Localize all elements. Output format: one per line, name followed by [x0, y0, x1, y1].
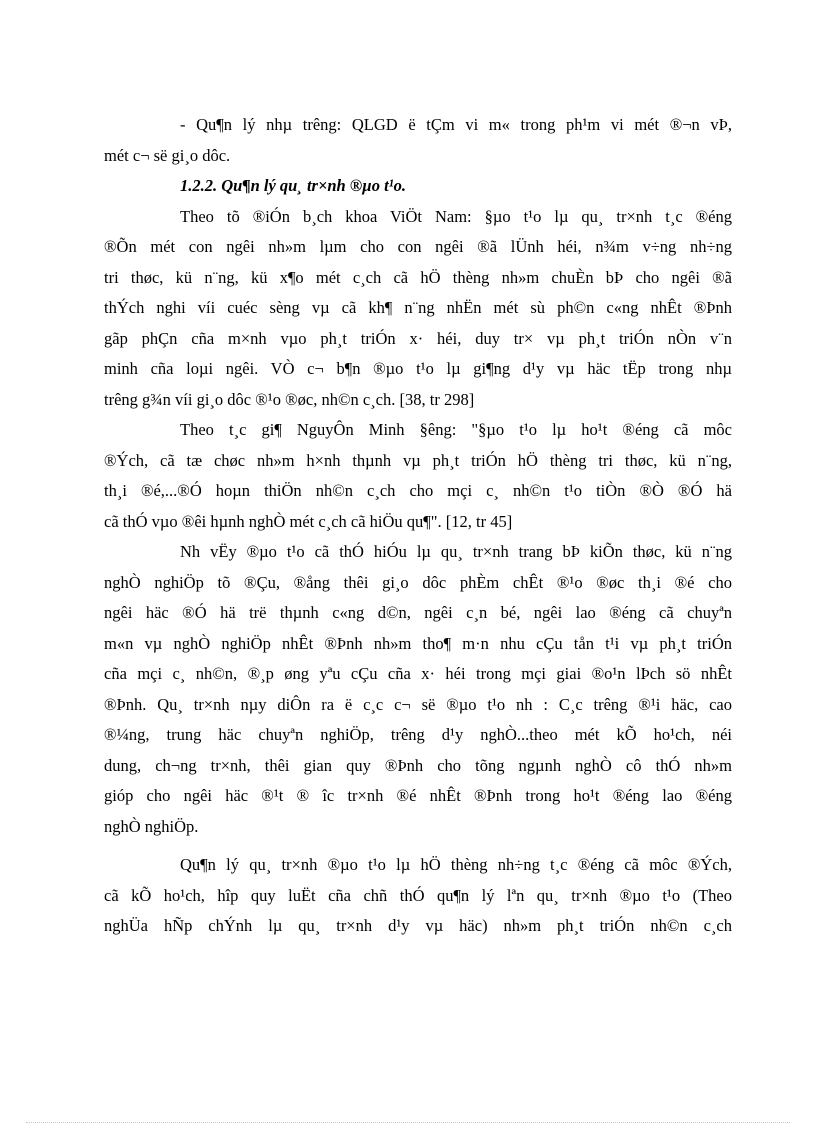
paragraph-4-line-7: ®¼ng, trung häc chuyªn nghiÖp, trêng d¹y nghÒ...theo mét kÕ ho¹ch, néi	[104, 725, 732, 744]
paragraph-2-line-6: minh cña loµi ngêi. VÒ c¬ b¶n ®µo t¹o lµ gi¶ng d¹y vµ häc tËp trong nhµ	[104, 359, 732, 378]
paragraph-4-line-4: m«n vµ nghÒ nghiÖp nhÊt ®Þnh nh»m tho¶ m·n nhu cÇu tån t¹i vµ ph¸t triÓn	[104, 633, 732, 653]
paragraph-4-line-10: nghÒ nghiÖp.	[104, 816, 199, 836]
paragraph-5-line-2: cã kÕ ho¹ch, hîp quy luËt cña chñ thÓ qu¶n lý lªn qu¸ tr×nh ®µo t¹o (Theo	[104, 885, 732, 905]
paragraph-5-line-1: Qu¶n lý qu¸ tr×nh ®µo t¹o lµ hÖ thèng nh÷ng t¸c ®éng cã môc ®Ých,	[180, 855, 732, 874]
paragraph-1-line-1: - Qu¶n lý nhµ trêng: QLGD ë tÇm vi m« trong ph¹m vi mét ®¬n vÞ,	[180, 115, 732, 134]
paragraph-4-line-1: Nh vËy ®µo t¹o cã thÓ hiÓu lµ qu¸ tr×nh trang bÞ kiÕn thøc, kü n¨ng	[180, 542, 732, 561]
paragraph-2-line-1: Theo tõ ®iÓn b¸ch khoa ViÖt Nam: §µo t¹o lµ qu¸ tr×nh t¸c ®éng	[180, 206, 732, 226]
paragraph-4-line-9: gióp cho ngêi häc ®¹t ® îc tr×nh ®é nhÊt ®Þnh trong ho¹t ®éng lao ®éng	[104, 786, 732, 805]
paragraph-4-line-6: ®Þnh. Qu¸ tr×nh nµy diÔn ra ë c¸c c¬ së ®µo t¹o nh : C¸c trêng ®¹i häc, cao	[104, 694, 732, 714]
paragraph-3-line-1: Theo t¸c gi¶ NguyÔn Minh §êng: "§µo t¹o lµ ho¹t ®éng cã môc	[180, 420, 732, 439]
paragraph-4-line-5: cña mçi c¸ nh©n, ®¸p øng yªu cÇu cña x· héi trong mçi giai ®o¹n lÞch sö nhÊt	[104, 664, 732, 683]
paragraph-4-line-3: ngêi häc ®Ó hä trë thµnh c«ng d©n, ngêi c¸n bé, ngêi lao ®éng cã chuyªn	[104, 603, 732, 622]
paragraph-2-line-5: gãp phÇn cña m×nh vµo ph¸t triÓn x· héi, duy tr× vµ ph¸t triÓn nÒn v¨n	[104, 328, 732, 348]
paragraph-5-line-3: nghÜa hÑp chÝnh lµ qu¸ tr×nh d¹y vµ häc) nh»m ph¸t triÓn nh©n c¸ch	[104, 916, 732, 935]
paragraph-3-line-3: th¸i ®é,...®Ó hoµn thiÖn nh©n c¸ch cho mçi c¸ nh©n t¹o tiÒn ®Ò ®Ó hä	[104, 481, 732, 500]
document-body	[104, 110, 732, 942]
paragraph-2-line-4: thÝch nghi víi cuéc sèng vµ cã kh¶ n¨ng nhËn mét sù ph©n c«ng nhÊt ®Þnh	[104, 298, 732, 317]
paragraph-4-line-8: dung, ch¬ng tr×nh, thêi gian quy ®Þnh cho tõng ngµnh nghÒ cô thÓ nh»m	[104, 755, 732, 775]
paragraph-1-line-2: mét c¬ së gi¸o dôc.	[104, 145, 231, 165]
paragraph-2-line-2: ®Õn mét con ngêi nh»m lµm cho con ngêi ®ã lÜnh héi, n¾m v÷ng nh÷ng	[104, 237, 732, 256]
paragraph-2-line-3: tri thøc, kü n¨ng, kü x¶o mét c¸ch cã hÖ thèng nh»m chuÈn bÞ cho ngêi ®ã	[104, 267, 732, 287]
paragraph-2-line-7: trêng g¾n víi gi¸o dôc ®¹o ®øc, nh©n c¸ch. [38, tr 298]	[104, 389, 475, 409]
paragraph-3-line-4: cã thÓ vµo ®êi hµnh nghÒ mét c¸ch cã hiÖu qu¶". [12, tr 45]	[104, 511, 513, 531]
section-heading: 1.2.2. Qu¶n lý qu¸ tr×nh ®µo t¹o.	[180, 176, 406, 195]
paragraph-3-line-2: ®Ých, cã tæ chøc nh»m h×nh thµnh vµ ph¸t triÓn hÖ thèng tri thøc, kü n¨ng,	[104, 450, 732, 470]
paragraph-4-line-2: nghÒ nghiÖp tõ ®Çu, ®ång thêi gi¸o dôc phÈm chÊt ®¹o ®øc th¸i ®é cho	[104, 572, 732, 592]
